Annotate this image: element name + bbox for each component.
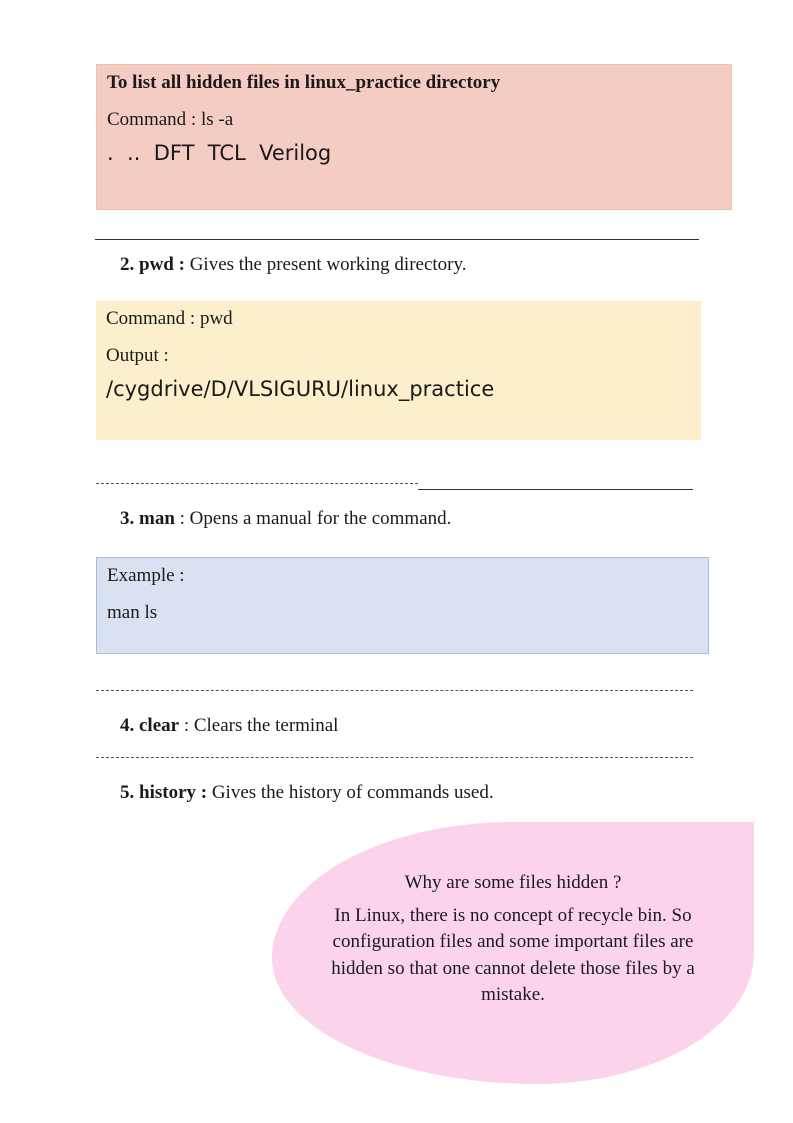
- ls-output: . .. DFT TCL Verilog: [107, 141, 332, 165]
- history-number: 5.: [120, 782, 135, 803]
- history-name: history :: [139, 782, 208, 803]
- pwd-command-box: [96, 301, 701, 440]
- man-example: man ls: [107, 602, 158, 623]
- man-example-label: Example :: [107, 565, 185, 586]
- pwd-command: Command : pwd: [106, 308, 233, 329]
- pwd-heading: [120, 253, 467, 277]
- note-text: [330, 870, 696, 1009]
- divider-2-dashed: [96, 483, 418, 484]
- pwd-output-label: Output :: [106, 345, 169, 366]
- clear-number: 4.: [120, 715, 135, 736]
- pwd-number: 2.: [120, 254, 135, 275]
- divider-4: [96, 757, 693, 758]
- divider-2-solid: [418, 489, 693, 490]
- man-description: : Opens a manual for the command.: [174, 508, 452, 529]
- clear-heading: [120, 714, 338, 738]
- note-title: Why are some files hidden ?: [404, 872, 622, 893]
- man-number: 3.: [120, 508, 135, 529]
- history-description: Gives the history of commands used.: [207, 782, 494, 803]
- history-heading: [120, 781, 494, 805]
- man-example-box: [96, 557, 709, 654]
- pwd-output: /cygdrive/D/VLSIGURU/linux_practice: [106, 377, 495, 401]
- man-heading: [120, 507, 451, 531]
- clear-name: clear: [139, 715, 180, 736]
- divider-1: [95, 239, 699, 240]
- note-body: In Linux, there is no concept of recycle bin. So configuration files and some important files are hidden so that one cannot delete those files by a mistake.: [331, 904, 695, 1005]
- ls-section-title: To list all hidden files in linux_practice directory: [107, 72, 501, 93]
- pwd-description: Gives the present working directory.: [184, 254, 467, 275]
- ls-command-box: [96, 64, 732, 210]
- pwd-name: pwd :: [139, 254, 185, 275]
- clear-description: : Clears the terminal: [179, 715, 339, 736]
- divider-3: [96, 690, 693, 691]
- ls-command: Command : ls -a: [107, 109, 234, 130]
- man-name: man: [139, 508, 175, 529]
